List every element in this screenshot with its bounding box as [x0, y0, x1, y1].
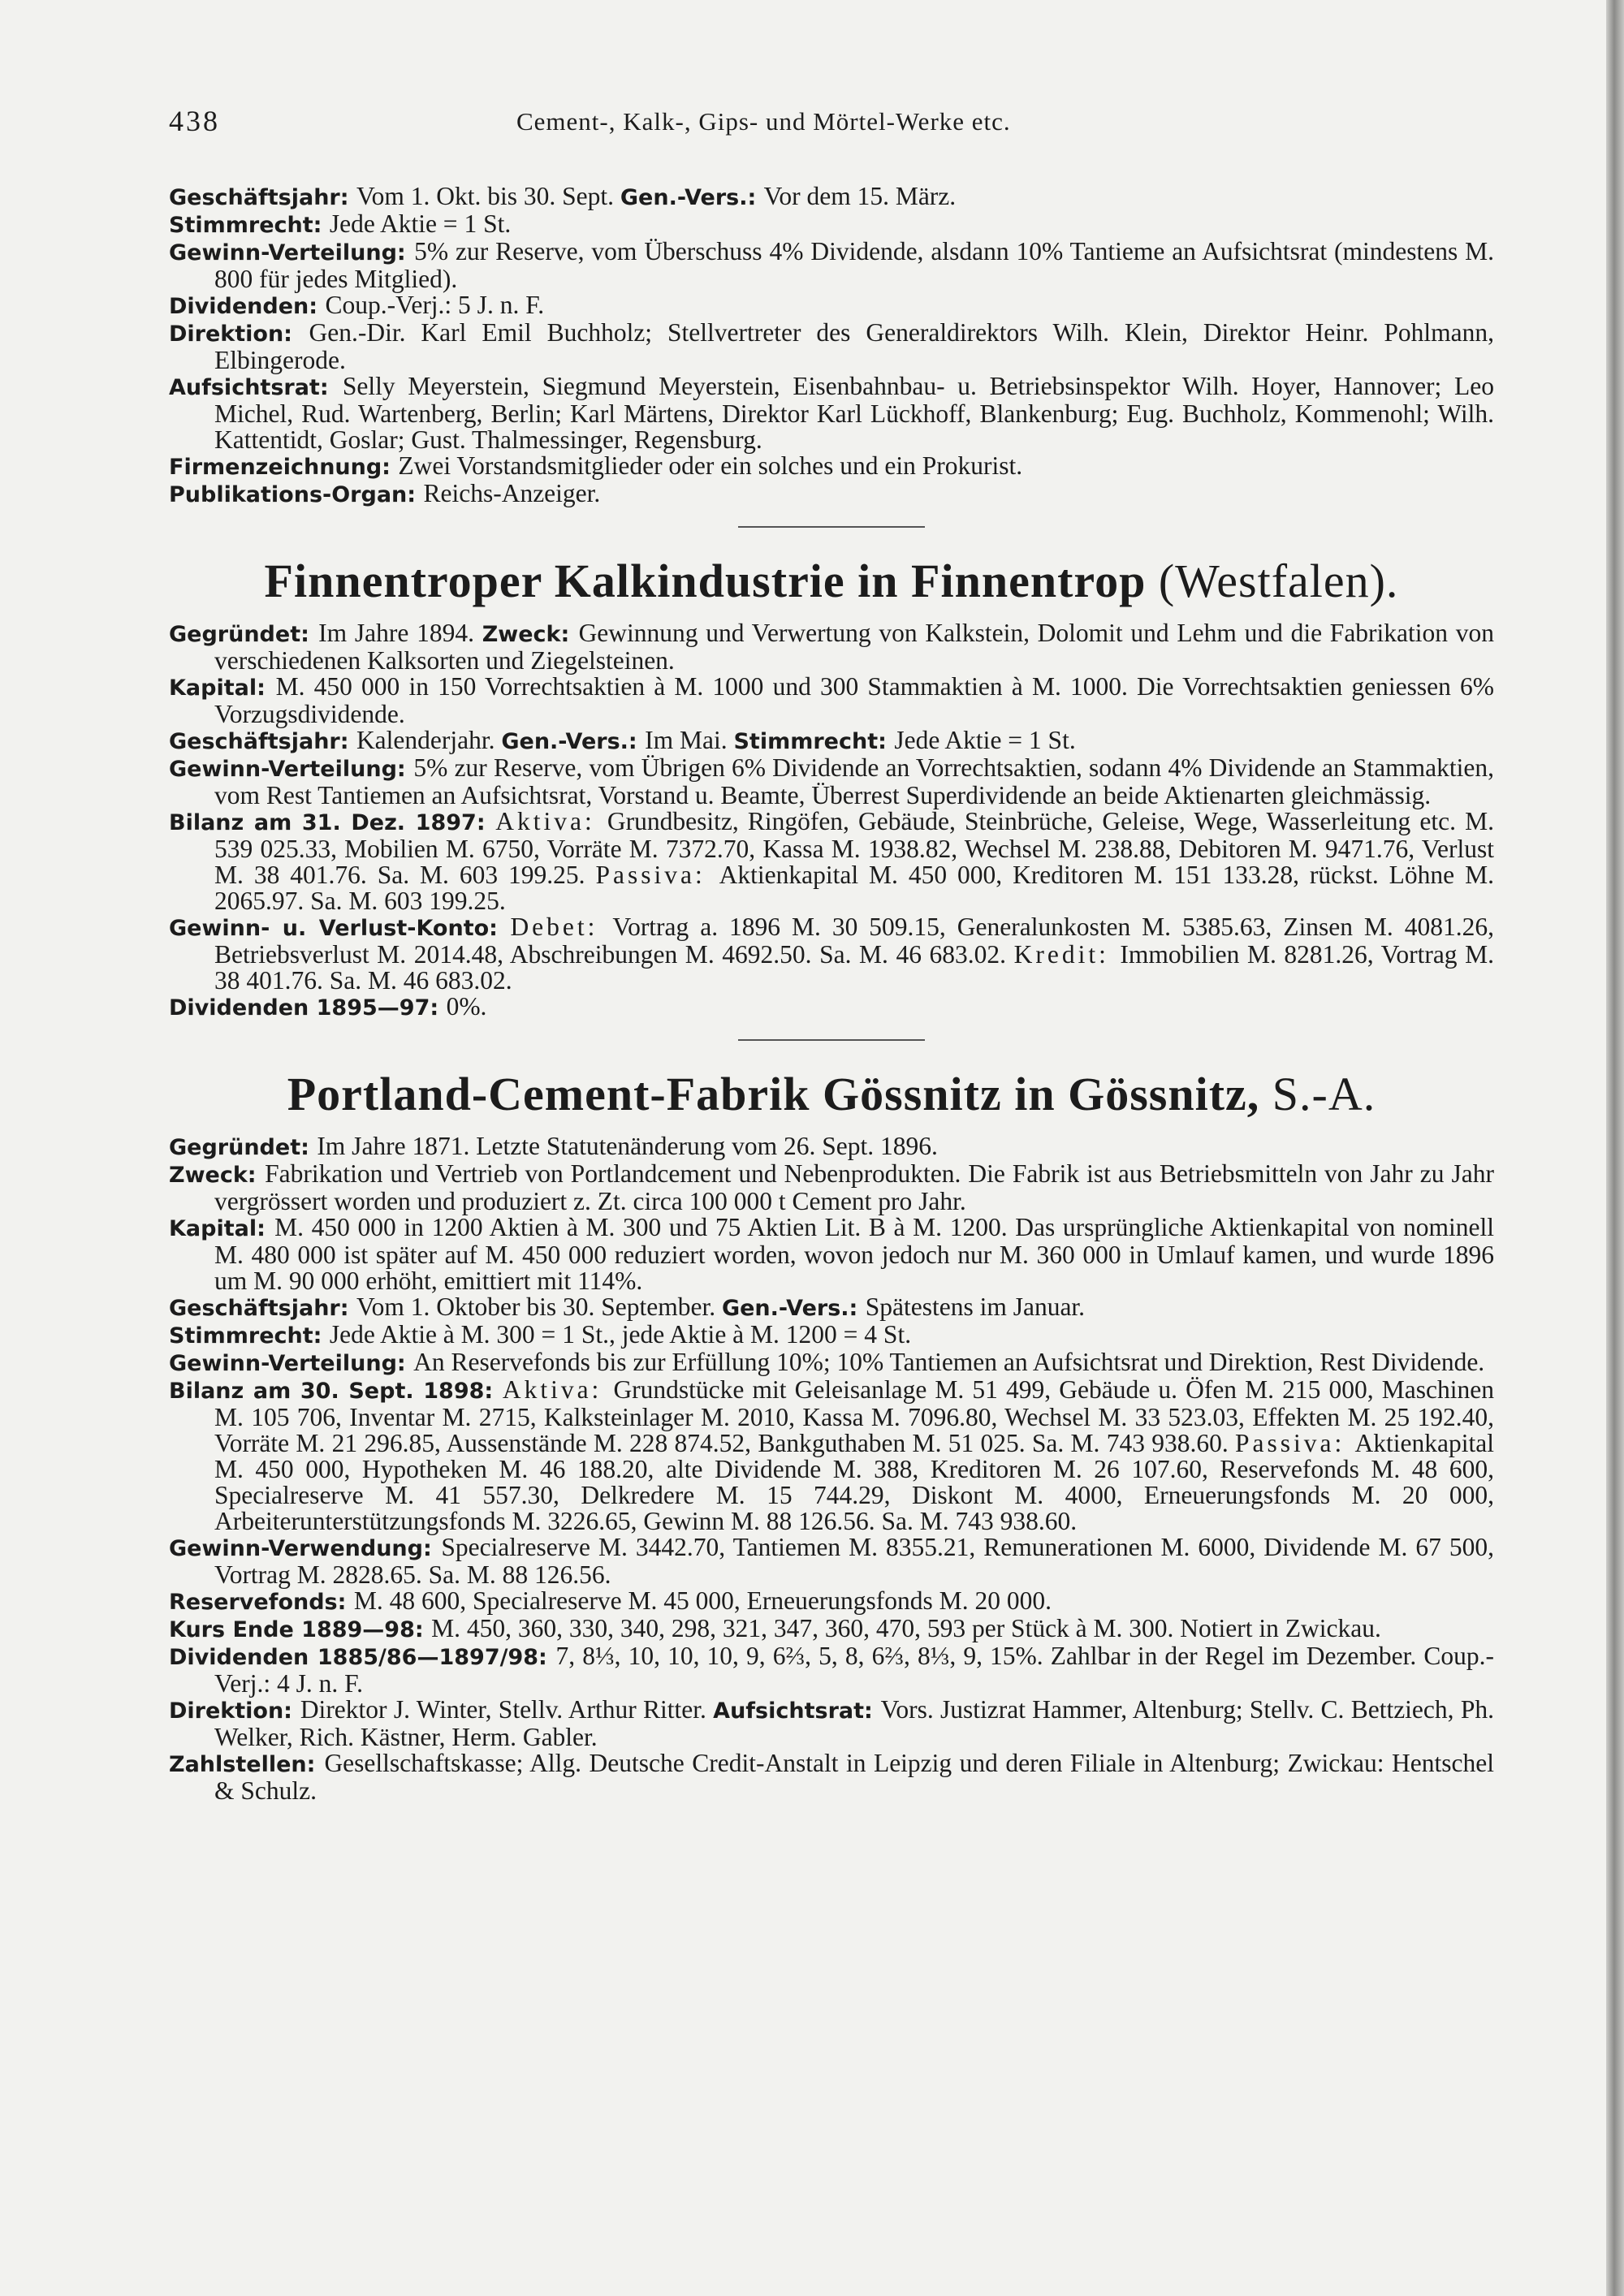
entry-paragraph	[169, 211, 1494, 239]
entry-label: Reservefonds:	[169, 1590, 354, 1615]
entry-paragraph	[169, 373, 1494, 453]
entry-paragraph	[169, 809, 1494, 914]
entry-paragraph	[169, 1322, 1494, 1349]
entry-label: Kapital:	[169, 675, 276, 701]
entry-paragraph	[169, 1215, 1494, 1294]
entry-label: Gegründet:	[169, 622, 319, 647]
entry-label: Zweck:	[482, 622, 579, 647]
entry-text: Aktienkapital M. 450 000, Hypotheken M. 46 188.20, alte Dividende M. 388, Kreditoren M. 26 107.60, Reservefonds M. 48 600, Specialreserve M. 41 557.30, Delkredere M. 15 744.29, Diskont M. 4000, Erneuerungsfonds M. 20 000, Arbeiterunterstützungsfonds M. 3226.65, Gewinn M. 88 126.56. Sa. M. 743 938.60.	[214, 1429, 1494, 1535]
entry-label: Stimmrecht:	[733, 729, 895, 754]
entry-label: Gen.-Vers.:	[620, 185, 764, 210]
entry-label: Stimmrecht:	[169, 213, 330, 238]
entry-text: Vors. Justizrat Hammer, Altenburg; Stellv. C. Bettziech, Ph. Welker, Rich. Kästner, Herm. Gabler.	[214, 1695, 1494, 1751]
entry-label: Gen.-Vers.:	[501, 729, 646, 754]
entry-sublabel: Debet:	[510, 913, 613, 941]
entry-sublabel: Aktiva:	[502, 1375, 614, 1404]
entry-paragraph	[169, 914, 1494, 994]
entry-label: Publikations-Organ:	[169, 482, 424, 507]
entry-text: 5% zur Reserve, vom Übrigen 6% Dividende an Vorrechtsaktien, sodann 4% Dividende an Stammaktien, vom Rest Tantiemen an Aufsichtsrat, Vorstand u. Beamte, Überrest Superdividende an beide Aktienarten gleichmässig.	[214, 753, 1494, 809]
entry-label: Bilanz am 30. Sept. 1898:	[169, 1379, 503, 1404]
entry-text: Kalenderjahr.	[356, 726, 502, 754]
page-number: 438	[169, 105, 220, 137]
entry-text: Immobilien M. 8281.26, Vortrag M. 38 401.76. Sa. M. 46 683.02.	[214, 940, 1495, 995]
company-location: S.-A.	[1272, 1068, 1376, 1120]
entry-paragraph	[169, 620, 1494, 674]
entry-label: Dividenden:	[169, 294, 326, 319]
entry-paragraph	[169, 239, 1494, 292]
entry-label: Gewinn-Verteilung:	[169, 757, 414, 782]
entry-label: Kurs Ende 1889—98:	[169, 1617, 432, 1642]
entry-sublabel: Passiva:	[1235, 1429, 1355, 1457]
entry-text: Vor dem 15. März.	[763, 182, 957, 210]
entry-label: Stimmrecht:	[169, 1323, 330, 1349]
entry-label: Direktion:	[169, 322, 309, 347]
entry-label: Dividenden 1885/86—1897/98:	[169, 1645, 556, 1670]
entry-text: Im Jahre 1871. Letzte Statutenänderung vom 26. Sept. 1896.	[317, 1132, 938, 1160]
entry-paragraph	[169, 1588, 1494, 1616]
entry-label: Geschäftsjahr:	[169, 1296, 356, 1321]
entry-text: Coup.-Verj.: 5 J. n. F.	[325, 291, 545, 319]
entry-label: Zahlstellen:	[169, 1752, 325, 1777]
entry-paragraph	[169, 481, 1494, 508]
company-title-finnentrop	[169, 555, 1494, 607]
entry-paragraph	[169, 755, 1494, 809]
entry-text: Jede Aktie à M. 300 = 1 St., jede Aktie à M. 1200 = 4 St.	[329, 1320, 912, 1349]
entry-label: Firmenzeichnung:	[169, 455, 399, 480]
company-title-goessnitz	[169, 1068, 1494, 1120]
entry-paragraph	[169, 727, 1494, 755]
entry-label: Geschäftsjahr:	[169, 729, 356, 754]
company-entries-finnentrop	[169, 620, 1494, 1021]
company-name: Portland-Cement-Fabrik Gössnitz in Gössnitz,	[287, 1068, 1260, 1120]
document-page	[169, 89, 1494, 1804]
entry-label: Gewinn- u. Verlust-Konto:	[169, 916, 511, 941]
entry-label: Gewinn-Verteilung:	[169, 240, 415, 265]
section-divider	[738, 526, 925, 528]
entry-paragraph	[169, 1377, 1494, 1534]
entry-paragraph	[169, 1294, 1494, 1322]
entry-text: M. 48 600, Specialreserve M. 45 000, Erneuerungsfonds M. 20 000.	[353, 1586, 1052, 1615]
entry-label: Zweck:	[169, 1163, 266, 1188]
entry-paragraph	[169, 1349, 1494, 1377]
previous-company-entries	[169, 183, 1494, 508]
entry-label: Aufsichtsrat:	[713, 1698, 881, 1724]
entry-text: Vom 1. Oktober bis 30. September.	[356, 1293, 722, 1321]
entry-text: Jede Aktie = 1 St.	[894, 726, 1076, 754]
entry-label: Direktion:	[169, 1698, 300, 1724]
entry-paragraph	[169, 1161, 1494, 1215]
entry-text: 7, 8⅓, 10, 10, 10, 9, 6⅔, 5, 8, 6⅔, 8⅓, 9, 15%. Zahlbar in der Regel im Dezember. Coup.-Verj.: 4 J. n. F.	[214, 1642, 1494, 1698]
page-header	[169, 89, 1494, 138]
entry-text: Im Jahre 1894.	[318, 619, 482, 647]
company-name: Finnentroper Kalkindustrie in Finnentrop	[264, 555, 1147, 607]
entry-label: Dividenden 1895—97:	[169, 995, 447, 1021]
entry-text: M. 450 000 in 150 Vorrechtsaktien à M. 1000 und 300 Stammaktien à M. 1000. Die Vorrechtsaktien geniessen 6% Vorzugsdividende.	[214, 672, 1494, 728]
entry-text: Selly Meyerstein, Siegmund Meyerstein, Eisenbahnbau- u. Betriebsinspektor Wilh. Hoyer, Hannover; Leo Michel, Rud. Wartenberg, Berlin; Karl Märtens, Direktor Karl Lückhoff, Blankenburg; Eug. Buchholz, Kommenohl; Wilh. Kattentidt, Goslar; Gust. Thalmessinger, Regensburg.	[214, 372, 1494, 454]
section-divider	[738, 1039, 925, 1041]
entry-text: Jede Aktie = 1 St.	[329, 209, 512, 238]
entry-text: Spätestens im Januar.	[865, 1293, 1086, 1321]
entry-paragraph	[169, 183, 1494, 211]
entry-paragraph	[169, 674, 1494, 727]
entry-paragraph	[169, 1643, 1494, 1697]
entry-text: Gewinnung und Verwertung von Kalkstein, Dolomit und Lehm und die Fabrikation von verschiedenen Kalksorten und Ziegelsteinen.	[214, 619, 1495, 675]
entry-text: Gesellschaftskasse; Allg. Deutsche Credit-Anstalt in Leipzig und deren Filiale in Altenburg; Zwickau: Hentschel & Schulz.	[214, 1749, 1494, 1805]
entry-text: Specialreserve M. 3442.70, Tantiemen M. 8355.21, Remunerationen M. 6000, Dividende M. 67 500, Vortrag M. 2828.65. Sa. M. 88 126.56.	[214, 1533, 1494, 1589]
entry-label: Gegründet:	[169, 1135, 317, 1160]
entry-sublabel: Kredit:	[1013, 940, 1121, 969]
entry-text: Zwei Vorstandsmitglieder oder ein solches und ein Prokurist.	[398, 451, 1023, 480]
entry-paragraph	[169, 1750, 1494, 1804]
entry-text: Vortrag a. 1896 M. 30 509.15, Generalunkosten M. 5385.63, Zinsen M. 4081.26, Betriebsverlust M. 2014.48, Abschreibungen M. 4692.50. Sa. M. 46 683.02.	[214, 913, 1494, 969]
entry-text: 0%.	[446, 992, 487, 1021]
book-binding-edge	[1606, 0, 1624, 2296]
company-location: (Westfalen).	[1158, 555, 1399, 607]
entry-text: Grundbesitz, Ringöfen, Gebäude, Steinbrüche, Geleise, Wege, Wasserleitung etc. M. 539 025.33, Mobilien M. 6750, Vorräte M. 7372.70, Kassa M. 1938.82, Wechsel M. 238.88, Debitoren M. 9471.76, Verlust M. 38 401.76. Sa. M. 603 199.25.	[214, 807, 1494, 889]
entry-paragraph	[169, 1697, 1494, 1750]
entry-label: Gen.-Vers.:	[721, 1296, 866, 1321]
entry-paragraph	[169, 1133, 1494, 1161]
entry-paragraph	[169, 1616, 1494, 1643]
entry-text: Grundstücke mit Geleisanlage M. 51 499, Gebäude u. Öfen M. 215 000, Maschinen M. 105 706, Inventar M. 2715, Kalksteinlager M. 2010, Kassa M. 7096.80, Wechsel M. 33 523.03, Effekten M. 25 192.40, Vorräte M. 21 296.85, Aussenstände M. 228 874.52, Bankguthaben M. 51 025. Sa. M. 743 938.60.	[214, 1375, 1494, 1457]
entry-text: Vom 1. Okt. bis 30. Sept.	[356, 182, 620, 210]
running-title: Cement-, Kalk-, Gips- und Mörtel-Werke etc.	[516, 107, 1011, 136]
entry-text: Direktor J. Winter, Stellv. Arthur Ritter.	[300, 1695, 714, 1724]
entry-paragraph	[169, 453, 1494, 481]
entry-text: Aktienkapital M. 450 000, Kreditoren M. 151 133.28, rückst. Löhne M. 2065.97. Sa. M. 603 199.25.	[214, 861, 1494, 915]
entry-text: M. 450, 360, 330, 340, 298, 321, 347, 360, 470, 593 per Stück à M. 300. Notiert in Zwickau.	[431, 1614, 1381, 1642]
entry-label: Bilanz am 31. Dez. 1897:	[169, 810, 496, 835]
entry-text: Im Mai.	[645, 726, 734, 754]
entry-paragraph	[169, 1534, 1494, 1588]
entry-text: Reichs-Anzeiger.	[423, 479, 601, 507]
entry-label: Gewinn-Verwendung:	[169, 1536, 442, 1561]
entry-sublabel: Aktiva:	[495, 807, 607, 835]
entry-label: Geschäftsjahr:	[169, 185, 356, 210]
entry-label: Aufsichtsrat:	[169, 375, 343, 400]
entry-text: 5% zur Reserve, vom Überschuss 4% Dividende, alsdann 10% Tantieme an Aufsichtsrat (mindestens M. 800 für jedes Mitglied).	[214, 237, 1494, 293]
entry-text: An Reservefonds bis zur Erfüllung 10%; 10% Tantiemen an Aufsichtsrat und Direktion, Rest Dividende.	[413, 1348, 1485, 1376]
company-entries-goessnitz	[169, 1133, 1494, 1804]
entry-text: Gen.-Dir. Karl Emil Buchholz; Stellvertreter des Generaldirektors Wilh. Klein, Direktor Heinr. Pohlmann, Elbingerode.	[214, 318, 1494, 374]
entry-paragraph	[169, 994, 1494, 1021]
entry-text: Fabrikation und Vertrieb von Portlandcement und Nebenprodukten. Die Fabrik ist aus Betriebsmitteln von Jahr zu Jahr vergrössert worden und produziert z. Zt. circa 100 000 t Cement pro Jahr.	[214, 1159, 1494, 1215]
entry-label: Gewinn-Verteilung:	[169, 1351, 414, 1376]
entry-sublabel: Passiva:	[595, 861, 719, 889]
entry-label: Kapital:	[169, 1216, 275, 1241]
entry-paragraph	[169, 292, 1494, 320]
entry-text: M. 450 000 in 1200 Aktien à M. 300 und 75 Aktien Lit. B à M. 1200. Das ursprüngliche Aktienkapital von nominell M. 480 000 ist später auf M. 450 000 reduziert worden, wovon jedoch nur M. 360 000 in Umlauf kamen, und wurde 1896 um M. 90 000 erhöht, emittiert mit 114%.	[214, 1213, 1494, 1295]
entry-paragraph	[169, 320, 1494, 373]
